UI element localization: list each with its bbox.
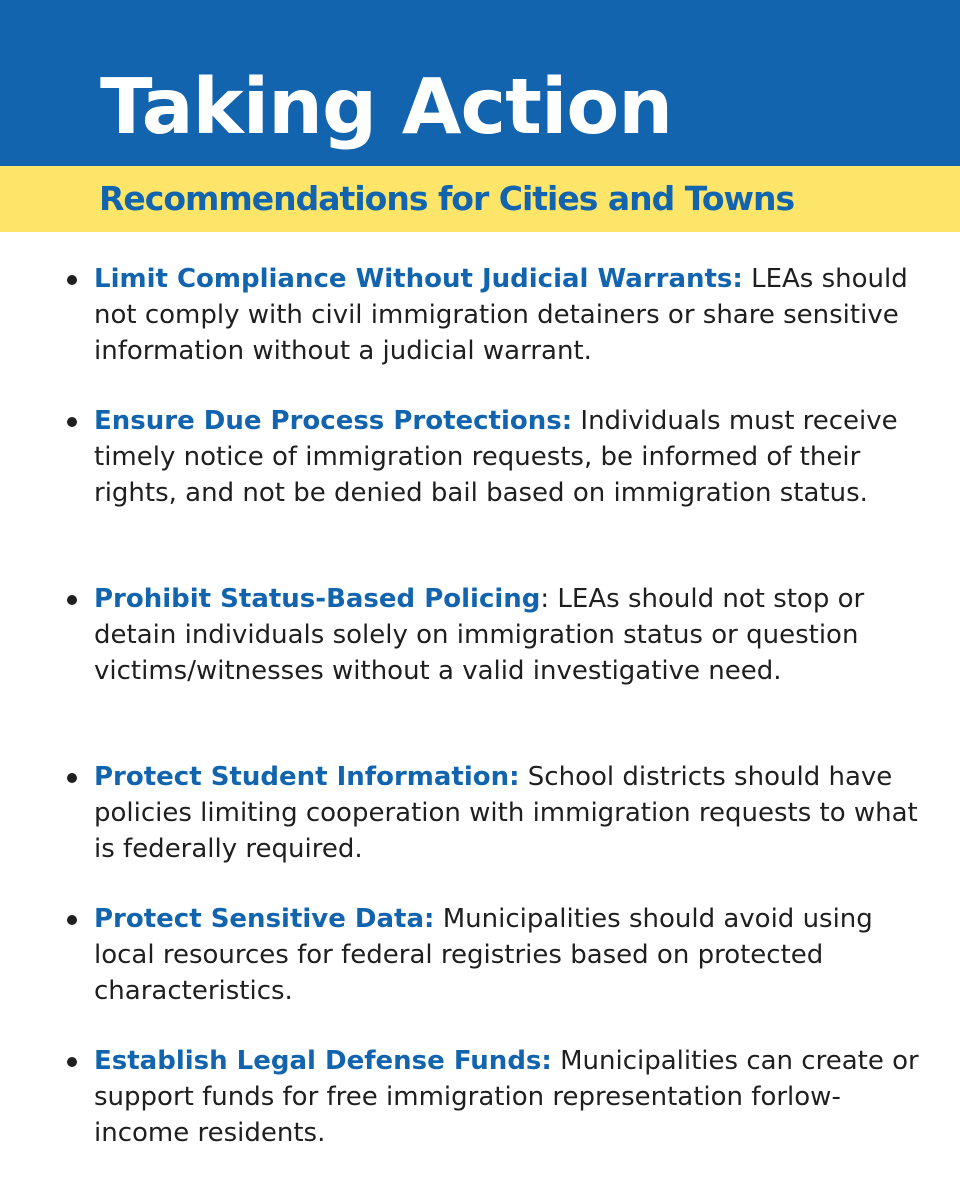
- recommendation-text: : LEAs should not stop or detain individuals solely on immigration status or question victims/witnesses without a valid investigative need.: [94, 584, 865, 686]
- recommendation-heading: Protect Sensitive Data:: [94, 904, 435, 934]
- bullet-icon: [67, 595, 77, 605]
- recommendation-text: School districts should have policies limiting cooperation with immigration requests to what is federally required.: [94, 762, 918, 864]
- recommendation-heading: Establish Legal Defense Funds:: [94, 1046, 552, 1076]
- recommendation-item: [94, 261, 924, 369]
- recommendation-text: Municipalities can create or support funds for free immigration representation forlow-income residents.: [94, 1046, 919, 1148]
- page-subtitle: Recommendations for Cities and Towns: [99, 179, 795, 218]
- bullet-icon: [67, 417, 77, 427]
- bullet-icon: [67, 773, 77, 783]
- recommendation-text: LEAs should not comply with civil immigration detainers or share sensitive information without a judicial warrant.: [94, 264, 908, 366]
- subtitle-banner: [0, 166, 960, 232]
- recommendation-item: [94, 403, 924, 511]
- recommendation-item: [94, 581, 924, 689]
- recommendation-item: [94, 901, 924, 1009]
- recommendation-heading: Ensure Due Process Protections:: [94, 406, 573, 436]
- bullet-icon: [67, 915, 77, 925]
- recommendation-heading: Protect Student Information:: [94, 762, 520, 792]
- title-banner: [0, 0, 960, 166]
- recommendation-heading: Limit Compliance Without Judicial Warrants:: [94, 264, 743, 294]
- recommendation-item: [94, 759, 924, 867]
- bullet-icon: [67, 1057, 77, 1067]
- recommendation-text: Municipalities should avoid using local resources for federal registries based on protected characteristics.: [94, 904, 873, 1006]
- recommendation-item: [94, 1043, 924, 1151]
- page-title: Taking Action: [100, 63, 673, 152]
- bullet-icon: [67, 275, 77, 285]
- recommendation-heading: Prohibit Status-Based Policing: [94, 584, 541, 614]
- recommendation-text: Individuals must receive timely notice of immigration requests, be informed of their rights, and not be denied bail based on immigration status.: [94, 406, 898, 508]
